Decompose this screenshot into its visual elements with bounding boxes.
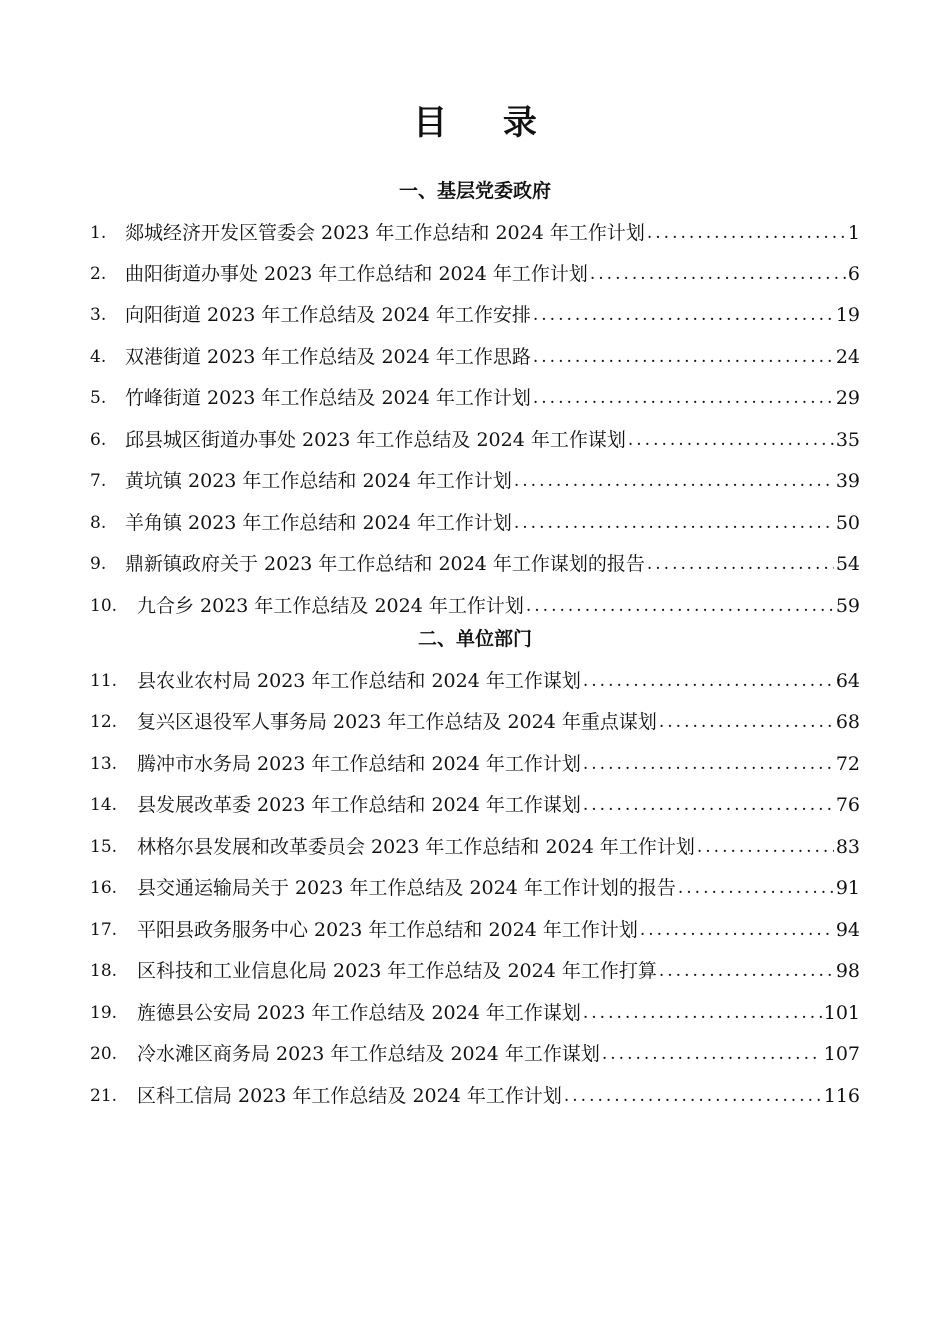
toc-entry-number: 21.	[90, 1086, 118, 1106]
toc-entry-number: 10.	[90, 596, 118, 616]
toc-entry-number: 18.	[90, 961, 118, 981]
toc-entry-number: 4.	[90, 347, 107, 367]
toc-entry-page: 54	[835, 553, 860, 575]
toc-dot-leader	[628, 425, 834, 455]
toc-dot-leader	[640, 915, 834, 945]
toc-entry[interactable]	[90, 790, 860, 820]
toc-entry-number: 6.	[90, 430, 107, 450]
section-heading-1: 一、基层党委政府	[398, 180, 551, 202]
toc-dot-leader	[590, 259, 846, 289]
toc-entry-number: 1.	[90, 223, 107, 243]
toc-entry[interactable]	[90, 466, 860, 496]
toc-dot-leader	[533, 383, 834, 413]
toc-entry-title: 腾冲市水务局 2023 年工作总结和 2024 年工作计划	[137, 753, 581, 775]
toc-dot-leader	[533, 300, 834, 330]
toc-entry[interactable]	[90, 300, 860, 330]
toc-entry-number: 8.	[90, 513, 107, 533]
toc-entry-page: 98	[835, 960, 860, 982]
toc-entry-number: 14.	[90, 795, 118, 815]
toc-dot-leader	[647, 218, 846, 248]
toc-entry-number: 15.	[90, 837, 118, 857]
toc-dot-leader	[583, 666, 834, 696]
toc-dot-leader	[514, 466, 834, 496]
toc-entry[interactable]	[90, 508, 860, 538]
toc-entry-page: 116	[823, 1085, 860, 1107]
toc-entry[interactable]	[90, 998, 860, 1028]
toc-entry-number: 7.	[90, 471, 107, 491]
toc-entry-title: 曲阳街道办事处 2023 年工作总结和 2024 年工作计划	[125, 263, 588, 285]
toc-entry-page: 35	[835, 429, 860, 451]
toc-entry-title: 林格尔县发展和改革委员会 2023 年工作总结和 2024 年工作计划	[137, 836, 695, 858]
toc-dot-leader	[533, 342, 834, 372]
toc-entry-page: 68	[835, 711, 860, 733]
toc-dot-leader	[678, 873, 834, 903]
toc-dot-leader	[583, 998, 822, 1028]
toc-entry-number: 20.	[90, 1044, 118, 1064]
toc-entry[interactable]	[90, 549, 860, 579]
toc-entry[interactable]	[90, 259, 860, 289]
toc-entry-number: 19.	[90, 1003, 118, 1023]
toc-entry-title: 郯城经济开发区管委会 2023 年工作总结和 2024 年工作计划	[125, 222, 645, 244]
toc-entry-number: 16.	[90, 878, 118, 898]
toc-dot-leader	[583, 749, 834, 779]
toc-entry-page: 59	[835, 595, 860, 617]
toc-entry-page: 24	[835, 346, 860, 368]
toc-entry-page: 64	[835, 670, 860, 692]
toc-entry-page: 39	[835, 470, 860, 492]
toc-entry-title: 鼎新镇政府关于 2023 年工作总结和 2024 年工作谋划的报告	[125, 553, 645, 575]
toc-entry-title: 双港街道 2023 年工作总结及 2024 年工作思路	[125, 346, 531, 368]
toc-entry[interactable]	[90, 218, 860, 248]
toc-entry[interactable]	[90, 591, 860, 621]
toc-entry-title: 向阳街道 2023 年工作总结及 2024 年工作安排	[125, 304, 531, 326]
toc-dot-leader	[583, 790, 834, 820]
toc-entry-title: 羊角镇 2023 年工作总结和 2024 年工作计划	[125, 512, 512, 534]
toc-entry-page: 83	[835, 836, 860, 858]
toc-entry[interactable]	[90, 873, 860, 903]
toc-entry[interactable]	[90, 832, 860, 862]
toc-dot-leader	[659, 956, 834, 986]
section-heading-2: 二、单位部门	[417, 628, 532, 650]
toc-entry-title: 竹峰街道 2023 年工作总结及 2024 年工作计划	[125, 387, 531, 409]
toc-entry[interactable]	[90, 1039, 860, 1069]
toc-entry-title: 平阳县政务服务中心 2023 年工作总结和 2024 年工作计划	[137, 919, 638, 941]
toc-dot-leader	[647, 549, 834, 579]
toc-entry[interactable]	[90, 666, 860, 696]
toc-entry-title: 冷水滩区商务局 2023 年工作总结及 2024 年工作谋划	[137, 1043, 600, 1065]
toc-dot-leader	[564, 1081, 822, 1111]
toc-entry-page: 101	[823, 1002, 860, 1024]
toc-entry-page: 1	[847, 222, 860, 244]
toc-entry-title: 区科工信局 2023 年工作总结及 2024 年工作计划	[137, 1085, 562, 1107]
toc-entry[interactable]	[90, 956, 860, 986]
toc-dot-leader	[697, 832, 834, 862]
toc-entry-title: 县农业农村局 2023 年工作总结和 2024 年工作谋划	[137, 670, 581, 692]
toc-entry-number: 17.	[90, 920, 118, 940]
toc-entry-page: 72	[835, 753, 860, 775]
toc-dot-leader	[602, 1039, 822, 1069]
toc-entry-page: 50	[835, 512, 860, 534]
toc-entry-page: 19	[835, 304, 860, 326]
toc-entry[interactable]	[90, 915, 860, 945]
toc-entry-title: 复兴区退役军人事务局 2023 年工作总结及 2024 年重点谋划	[137, 711, 657, 733]
toc-entry-title: 邱县城区街道办事处 2023 年工作总结及 2024 年工作谋划	[125, 429, 626, 451]
toc-entry-title: 旌德县公安局 2023 年工作总结及 2024 年工作谋划	[137, 1002, 581, 1024]
toc-entry-page: 94	[835, 919, 860, 941]
toc-entry[interactable]	[90, 342, 860, 372]
toc-entry-title: 黄坑镇 2023 年工作总结和 2024 年工作计划	[125, 470, 512, 492]
toc-entry-number: 11.	[90, 671, 118, 691]
toc-dot-leader	[526, 591, 834, 621]
toc-entry-number: 3.	[90, 305, 107, 325]
toc-entry-page: 29	[835, 387, 860, 409]
toc-entry[interactable]	[90, 1081, 860, 1111]
toc-entry-number: 9.	[90, 554, 107, 574]
toc-entry[interactable]	[90, 749, 860, 779]
toc-entry-page: 6	[847, 263, 860, 285]
toc-entry-title: 九合乡 2023 年工作总结及 2024 年工作计划	[137, 595, 524, 617]
toc-entry[interactable]	[90, 425, 860, 455]
toc-entry-number: 13.	[90, 754, 118, 774]
toc-entry-title: 区科技和工业信息化局 2023 年工作总结及 2024 年工作打算	[137, 960, 657, 982]
toc-entry-title: 县交通运输局关于 2023 年工作总结及 2024 年工作计划的报告	[137, 877, 676, 899]
toc-entry-page: 91	[835, 877, 860, 899]
toc-entry[interactable]	[90, 383, 860, 413]
toc-entry-number: 2.	[90, 264, 107, 284]
toc-entry-page: 76	[835, 794, 860, 816]
toc-dot-leader	[514, 508, 834, 538]
toc-entry-number: 12.	[90, 712, 118, 732]
toc-entry-title: 县发展改革委 2023 年工作总结和 2024 年工作谋划	[137, 794, 581, 816]
toc-entry[interactable]	[90, 707, 860, 737]
toc-entry-page: 107	[823, 1043, 860, 1065]
toc-dot-leader	[659, 707, 834, 737]
toc-title: 目 录	[413, 103, 559, 143]
toc-entry-number: 5.	[90, 388, 107, 408]
